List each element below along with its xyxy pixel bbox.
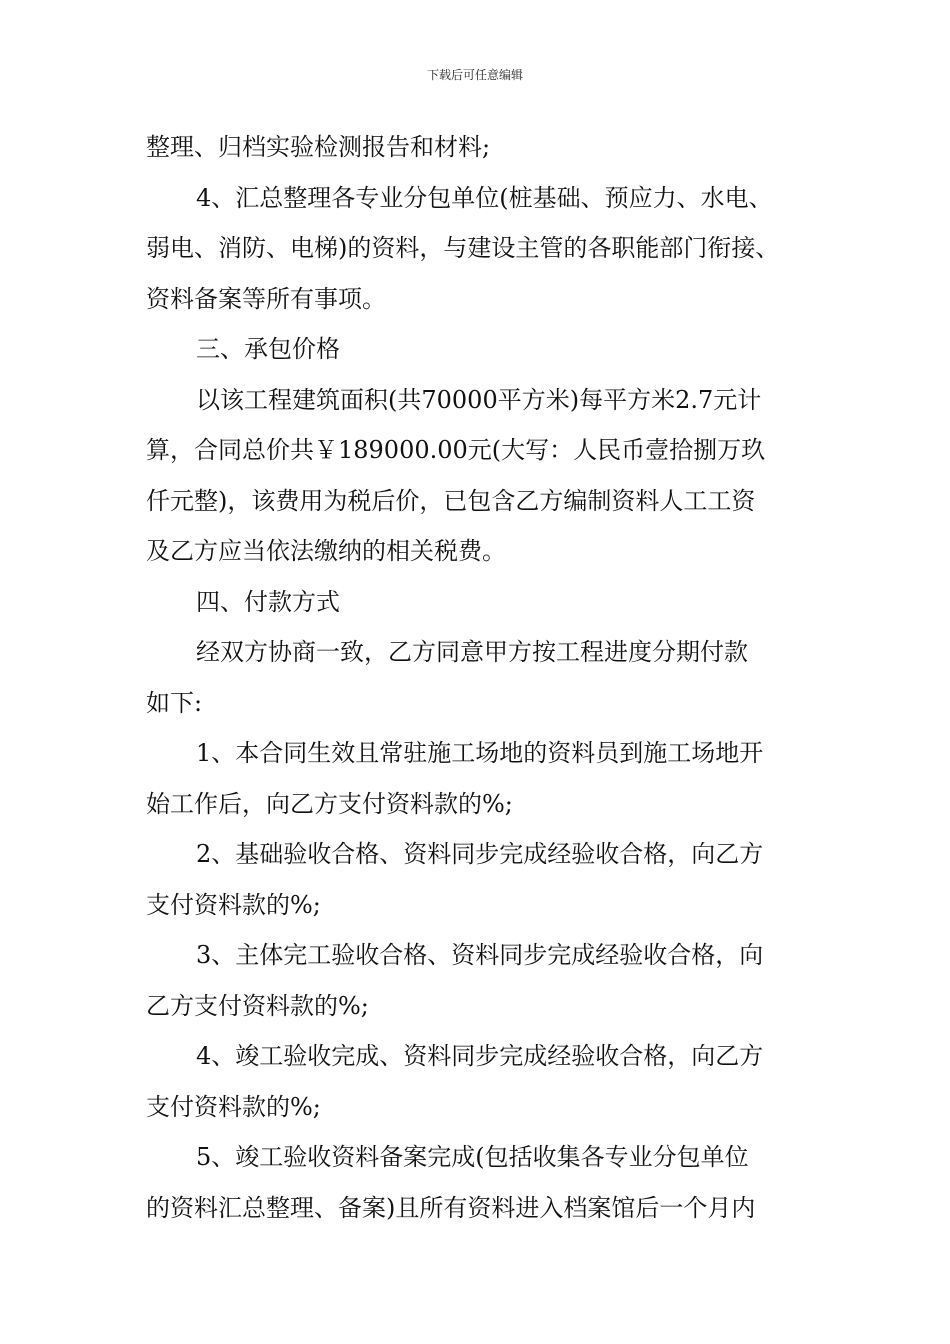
- text-line: 支付资料款的%;: [146, 1092, 321, 1121]
- text-line: 如下:: [146, 688, 203, 717]
- text-line: 弱电、消防、电梯)的资料，与建设主管的各职能部门衔接、: [146, 234, 780, 262]
- text-line: 及乙方应当依法缴纳的相关税费。: [146, 537, 506, 565]
- text-line: 4、汇总整理各专业分包单位(桩基础、预应力、水电、: [196, 183, 773, 212]
- text-line: 2、基础验收合格、资料同步完成经验收合格，向乙方: [196, 840, 764, 868]
- text-line: 1、本合同生效且常驻施工场地的资料员到施工场地开: [196, 739, 764, 767]
- text-line: 仟元整)，该费用为税后价，已包含乙方编制资料人工工资: [146, 486, 756, 515]
- text-line: 3、主体完工验收合格、资料同步完成经验收合格，向: [196, 941, 764, 969]
- section-heading: 四、付款方式: [196, 587, 340, 616]
- text-line: 4、竣工验收完成、资料同步完成经验收合格，向乙方: [196, 1042, 764, 1070]
- text-line: 算，合同总价共￥189000.00元(大写：人民币壹拾捌万玖: [146, 436, 766, 464]
- header-note: 下载后可任意编辑: [426, 68, 523, 82]
- section-heading: 三、承包价格: [196, 335, 340, 363]
- text-line: 乙方支付资料款的%;: [146, 991, 369, 1020]
- text-line: 始工作后，向乙方支付资料款的%;: [146, 789, 513, 818]
- text-line: 整理、归档实验检测报告和材料;: [146, 133, 491, 161]
- text-line: 的资料汇总整理、备案)且所有资料进入档案馆后一个月内: [146, 1193, 756, 1222]
- document-body: [146, 122, 836, 1233]
- text-line: 支付资料款的%;: [146, 890, 321, 919]
- text-line: 5、竣工验收资料备案完成(包括收集各专业分包单位: [196, 1143, 749, 1171]
- text-line: 资料备案等所有事项。: [146, 284, 386, 313]
- text-line: 以该工程建筑面积(共70000平方米)每平方米2.7元计: [196, 385, 762, 414]
- text-line: 经双方协商一致，乙方同意甲方按工程进度分期付款: [196, 638, 748, 666]
